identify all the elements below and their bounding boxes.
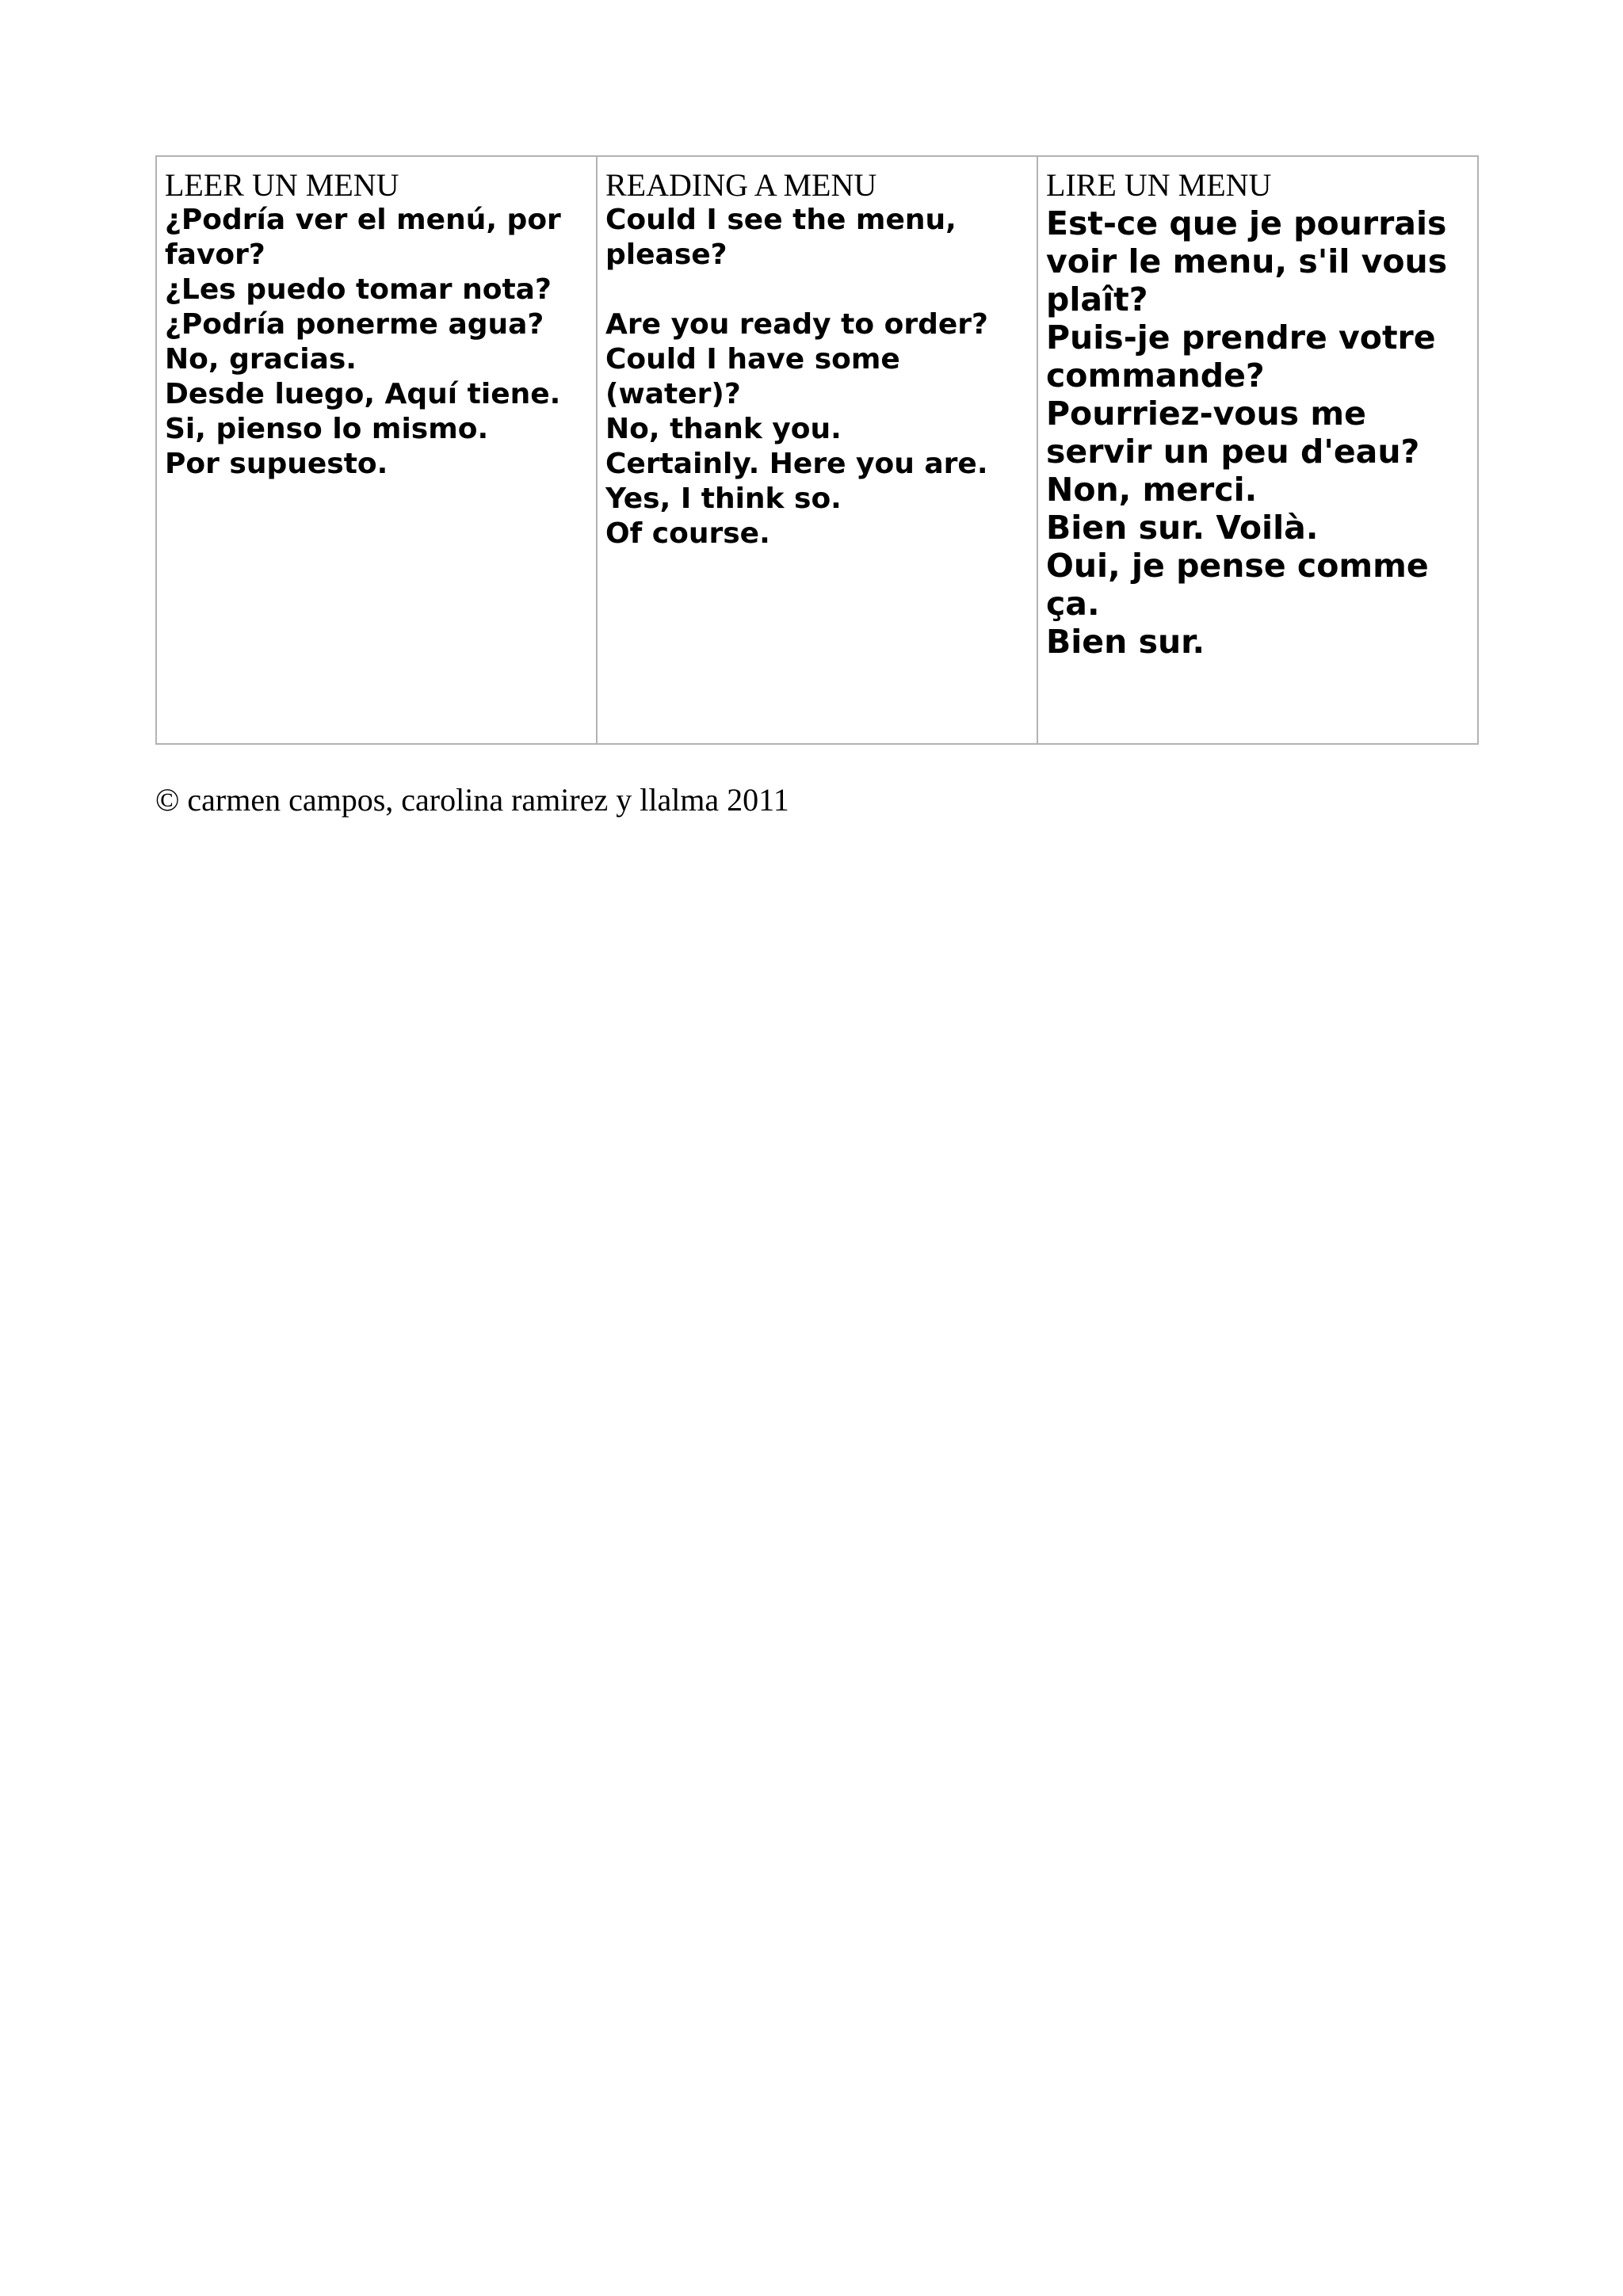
list-item: No, gracias.: [165, 343, 357, 376]
spanish-phrase-list: [165, 203, 588, 482]
list-item: ¿Podría ponerme agua?: [165, 308, 544, 341]
list-item: Est-ce que je pourrais voir le menu, s'il vous plaît?: [1046, 204, 1448, 318]
list-item: Certainly. Here you are.: [605, 448, 988, 480]
list-item: Desde luego, Aquí tiene.: [165, 378, 561, 410]
copyright-notice: © carmen campos, carolina ramirez y llalma 2011: [155, 782, 789, 818]
list-item: Bien sur.: [1046, 623, 1205, 661]
list-item: ¿Les puedo tomar nota?: [165, 273, 552, 306]
list-item: Si, pienso lo mismo.: [165, 413, 489, 445]
phrase-table-row: [156, 156, 1478, 744]
list-item: Are you ready to order?: [605, 308, 988, 341]
french-column: [1037, 156, 1478, 744]
list-item: [605, 273, 1029, 307]
list-item: Could I see the menu, please?: [605, 204, 957, 271]
column-heading-french: LIRE UN MENU: [1046, 167, 1272, 203]
english-column: [597, 156, 1037, 744]
list-item: Pourriez-vous me servir un peu d'eau?: [1046, 395, 1420, 471]
list-item: Yes, I think so.: [605, 482, 842, 515]
list-item: Of course.: [605, 517, 770, 550]
list-item: Could I have some (water)?: [605, 343, 900, 410]
english-phrase-list: [605, 203, 1029, 551]
list-item: ¿Podría ver el menú, por favor?: [165, 204, 561, 271]
list-item: Non, merci.: [1046, 471, 1258, 509]
french-phrase-list: [1046, 204, 1469, 661]
list-item: Por supuesto.: [165, 448, 388, 480]
column-heading-english: READING A MENU: [605, 167, 877, 203]
column-heading-spanish: LEER UN MENU: [165, 167, 399, 203]
list-item: Puis-je prendre votre commande?: [1046, 318, 1436, 395]
list-item: Bien sur. Voilà.: [1046, 509, 1319, 547]
phrase-table: [155, 155, 1479, 745]
spanish-column: [156, 156, 597, 744]
list-item: No, thank you.: [605, 413, 842, 445]
list-item: Oui, je pense comme ça.: [1046, 547, 1429, 623]
